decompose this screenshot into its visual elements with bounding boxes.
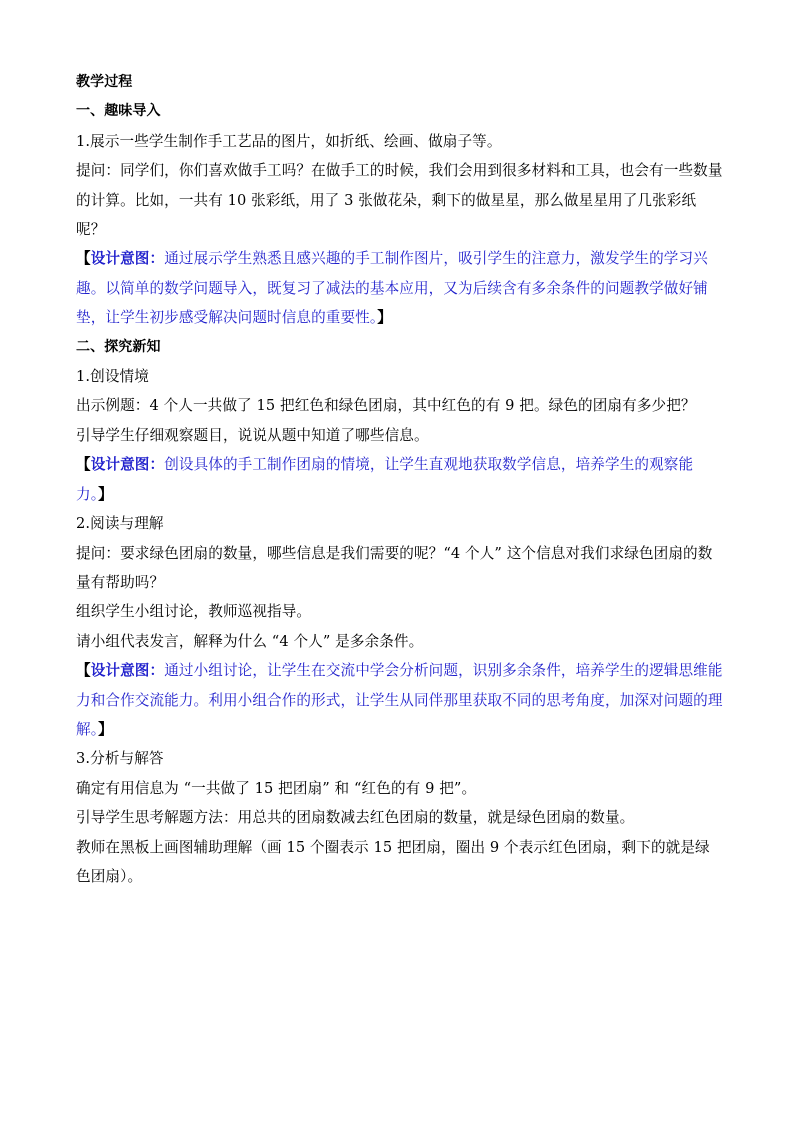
design-text: 通过小组讨论，让学生在交流中学会分析问题，识别多余条件，培养学生的逻辑思维能力和合作交流能力。利用小组合作的形式，让学生从同伴那里获取不同的思考角度，加深对问题的理解。 [76,662,723,738]
design-bracket-open: 【 [76,456,91,474]
section-1-para-1: 1.展示一些学生制作手工艺品的图片，如折纸、绘画、做扇子等。 [76,132,502,150]
sub-2-design-intent [76,656,724,744]
section-1-para-2: 提问：同学们，你们喜欢做手工吗？在做手工的时候，我们会用到很多材料和工具，也会有一些数量的计算。比如，一共有 10 张彩纸，用了 3 张做花朵，剩下的做星星，那么做星星用了几张彩纸呢？ [76,162,723,239]
document-page [76,68,724,891]
design-bracket-close: 】 [98,720,113,738]
sub-1-title: 1.创设情境 [76,368,149,386]
section-2-heading: 二、探究新知 [76,338,161,355]
design-text: 创设具体的手工制作团扇的情境，让学生直观地获取数学信息，培养学生的观察能力。 [76,456,694,503]
design-text: 通过展示学生熟悉且感兴趣的手工制作图片，吸引学生的注意力，激发学生的学习兴趣。以简单的数学问题导入，既复习了减法的基本应用，又为后续含有多余条件的问题教学做好铺垫，让学生初步感受解决问题时信息的重要性。 [76,250,708,327]
sub-1-design-intent [76,450,724,509]
design-bracket-open: 【 [76,662,91,680]
design-label: 设计意图： [90,250,165,268]
sub-2-para-3: 请小组代表发言，解释为什么 “4 个人” 是多余条件。 [76,632,424,650]
sub-3-para-3: 教师在黑板上画图辅助理解（画 15 个圈表示 15 把团扇，圈出 9 个表示红色团扇，剩下的就是绿色团扇）。 [76,838,710,885]
design-bracket-close: 】 [377,309,392,327]
design-bracket-open: 【 [76,250,91,268]
doc-title: 教学过程 [76,74,133,90]
sub-2-para-1: 提问：要求绿色团扇的数量，哪些信息是我们需要的呢？“4 个人” 这个信息对我们求绿色团扇的数量有帮助吗？ [76,544,713,591]
sub-2-para-2: 组织学生小组讨论，教师巡视指导。 [76,603,312,621]
sub-3-para-2: 引导学生思考解题方法：用总共的团扇数减去红色团扇的数量，就是绿色团扇的数量。 [76,809,635,827]
section-1-design-intent [76,244,724,332]
section-1-heading: 一、趣味导入 [76,103,161,120]
sub-3-para-1: 确定有用信息为 “一共做了 15 把团扇” 和 “红色的有 9 把”。 [76,779,477,797]
sub-1-para-2: 引导学生仔细观察题目，说说从题中知道了哪些信息。 [76,426,429,444]
sub-1-para-1: 出示例题：4 个人一共做了 15 把红色和绿色团扇，其中红色的有 9 把。绿色的团扇有多少把？ [76,397,696,415]
design-bracket-close: 】 [98,485,113,503]
design-label: 设计意图： [90,456,165,474]
sub-3-title: 3.分析与解答 [76,750,164,768]
sub-2-title: 2.阅读与理解 [76,515,164,533]
design-label: 设计意图： [90,662,165,680]
